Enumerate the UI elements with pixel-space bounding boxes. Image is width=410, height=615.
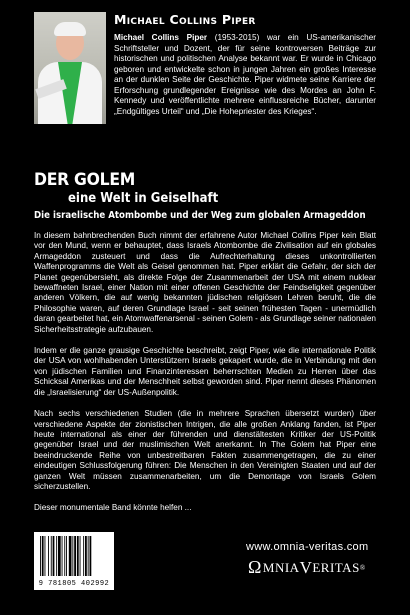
description-paragraph-2: Indem er die ganze grausige Geschichte beschreibt, zeigt Piper, wie die internationale Politik der USA von wohlhabenden Unterstützern Israels gekapert wurde, die in Verbindung mit den von jüdischen Familien und Finanzinteressen beherrschten Medien zu Herren über das Schicksal Amerikas und der Menschheit selbst geworden sind. Piper nennt dieses Phänomen die „Israelisierung“ der US-Außenpolitik. — [34, 346, 376, 397]
barcode-bar — [83, 536, 84, 576]
barcode-bar — [62, 536, 63, 576]
barcode-bar — [53, 536, 55, 576]
isbn-number: 9 781805 402992 — [38, 580, 110, 588]
barcode-bar — [56, 536, 57, 576]
barcode-bar — [64, 536, 65, 576]
publisher-logo — [248, 557, 366, 578]
barcode-bar — [66, 536, 67, 576]
barcode-bar — [51, 536, 52, 576]
author-bio-name: Michael Collins Piper — [114, 33, 208, 42]
barcode-bar — [42, 536, 44, 576]
barcode-bar — [58, 536, 61, 576]
publisher-logo-omega: Ω — [248, 557, 262, 577]
barcode-bar — [45, 536, 46, 576]
description-paragraph-4: Dieser monumentale Band könnte helfen ... — [34, 503, 192, 513]
author-name: Michael Collins Piper — [114, 12, 256, 27]
barcode-bar — [80, 536, 81, 576]
publisher-logo-registered: ® — [359, 563, 366, 572]
author-bio-text: (1953-2015) war ein US-amerikanischer Schriftsteller und Dozent, der für seine kontroversen Beiträge zur historischen und politischen Analyse bekannt war. Er wurde in Chicago geboren und entwickelte schon in jungen Jahren ein großes Interesse an der dunklen Seite der Geschichte. Piper widmete seine Karriere der Erforschung grundlegender Ereignisse wie des Mordes an John F. Kennedy und veröffentlichte mehrere einflussreiche Bücher, darunter „Endgültiges Urteil“ und „Die Hohepriester des Krieges“. — [114, 33, 376, 116]
barcode-bar — [74, 536, 76, 576]
publisher-url: www.omnia-veritas.com — [246, 541, 369, 553]
barcode-bar — [72, 536, 73, 576]
barcode-bar — [90, 536, 92, 576]
book-title: DER GOLEM — [34, 170, 136, 190]
publisher-logo-part-b: V — [299, 557, 313, 577]
barcode-bar — [48, 536, 49, 576]
book-description — [34, 231, 376, 525]
description-paragraph-1: In diesem bahnbrechenden Buch nimmt der erfahrene Autor Michael Collins Piper kein Blatt vor den Mund, wenn er behauptet, dass Israels Atombombe die Zivilisation auf ein globales Armageddon zusteuert und dass die Aufrechterhaltung dieses unkontrollierten Waffenprogramms die Welt als Geisel genommen hat. Piper erklärt die Gefahr, der sich der Planet gegenübersieht, als direkte Folge der Zusammenarbeit der USA mit einem nuklear bewaffneten Israel, einer Nation mit einer offenen Geschichte der Feindseligkeit gegenüber anderen Völkern, die auf wenig bekannten jüdischen religiösen Lehren beruht, die die Philosophie waren, auf deren Grundlage Israel - seit seinen frühesten Tagen - unermüdlich daran gearbeitet hat, ein Atomwaffenarsenal - seinen Golem - als Grundlage seiner nationalen Sicherheitsstrategie aufzubauen. — [34, 231, 376, 334]
author-photo — [34, 12, 106, 124]
barcode-bars — [39, 536, 109, 578]
description-paragraph-3: Nach sechs verschiedenen Studien (die in mehrere Sprachen übersetzt wurden) über verschiedene Aspekte der zionistischen Intrigen, die alle großen Anklang fanden, ist Piper heute international als einer der führenden und dienstältesten Kritiker der US-Politik gegenüber Israel und der muslimischen Welt anerkannt. In The Golem hat Piper eine beeindruckende Reihe von unbestreitbaren Fakten zusammengetragen, die zu einer eindeutigen Schlussfolgerung führen: Die Menschen in den Vereinigten Staaten und auf der ganzen Welt müssen zusammenarbeiten, um die Demontage von Israels Golem sicherzustellen. — [34, 409, 376, 491]
isbn-barcode — [34, 532, 114, 590]
author-bio — [114, 33, 376, 117]
book-subtitle: eine Welt in Geiselhaft — [68, 191, 219, 206]
book-subtitle-2: Die israelische Atombombe und der Weg zum globalen Armageddon — [34, 210, 366, 221]
publisher-logo-part-c: ERITAS — [312, 559, 360, 575]
barcode-bar — [88, 536, 89, 576]
barcode-bar — [85, 536, 87, 576]
barcode-bar — [69, 536, 72, 576]
barcode-bar — [77, 536, 79, 576]
publisher-logo-part-a: MNIA — [262, 559, 300, 575]
barcode-bar — [40, 536, 41, 576]
